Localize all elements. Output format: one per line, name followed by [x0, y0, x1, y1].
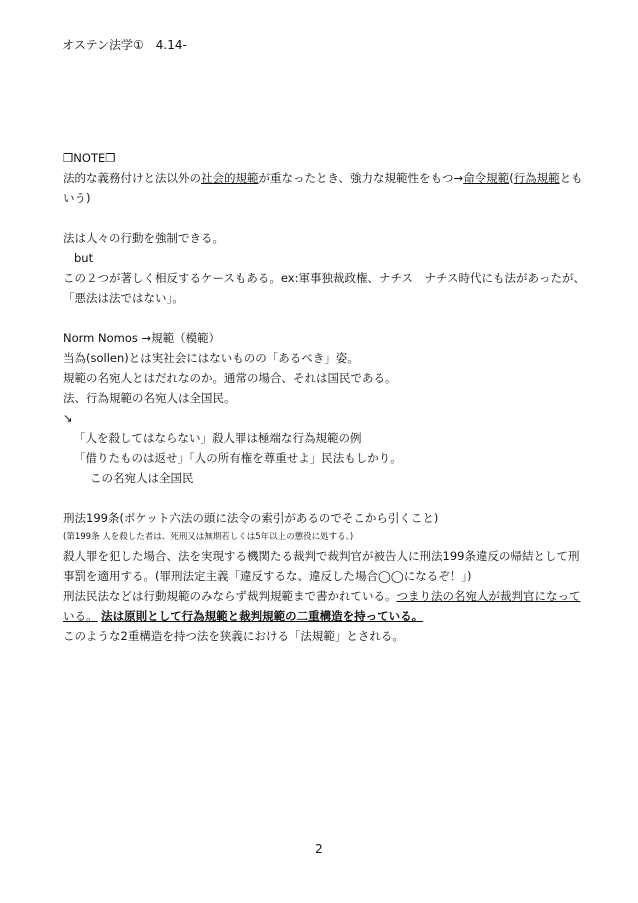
blank-line	[63, 308, 608, 328]
blank-line	[63, 488, 608, 508]
text-line: 「人を殺してはならない」殺人罪は極端な行為規範の例	[74, 431, 362, 445]
text-line: Norm Nomos →規範（模範）	[63, 331, 221, 345]
key-point: 法は原則として行為規範と裁判規範の二重構造を持っている。	[101, 609, 424, 623]
underlined-text: いる。	[63, 609, 98, 623]
text-line: 「借りたものは返せ」「人の所有権を尊重せよ」民法もしかり。	[74, 451, 402, 465]
text-line: この２つが著しく相反するケースもある。ex:軍事独裁政権、ナチス ナチス時代にも法があったが、	[63, 271, 585, 285]
text-line	[63, 606, 608, 626]
note-title: ❐NOTE❐	[63, 151, 116, 165]
text-segment: 法的な義務付けと法以外の	[63, 171, 201, 185]
paragraph-norms-line2: いう)	[63, 191, 91, 205]
statute-quote: (第199条 人を殺した者は、死刑又は無期若しくは5年以上の懲役に処する。)	[63, 532, 354, 542]
document-header: オステン法学① 4.14-	[62, 38, 187, 52]
note-body	[63, 148, 608, 646]
paragraph-norms-line1	[63, 168, 608, 188]
text-segment: 刑法民法などは行動規範のみならず裁判規範まで書かれている。	[63, 589, 397, 603]
underlined-text: つまり法の名宛人が裁判官になって	[396, 589, 581, 603]
text-line: 事罰を適用する。(罪刑法定主義「違反するな、違反した場合◯◯になるぞ！」)	[63, 569, 472, 583]
text-line	[63, 586, 608, 606]
text-line: このような2重構造を持つ法を狭義における「法規範」とされる。	[63, 629, 404, 643]
arrow-line: ↘	[63, 411, 73, 425]
text-line: 規範の名宛人とはだれなのか。通常の場合、それは国民である。	[63, 371, 397, 385]
text-line: 「悪法は法ではない」。	[63, 291, 184, 305]
text-line: but	[74, 251, 94, 265]
text-segment: (	[509, 171, 514, 185]
term-social-norm: 社会的規範	[201, 171, 259, 185]
text-line: 当為(sollen)とは実社会にはないものの「あるべき」姿。	[63, 351, 359, 365]
text-line: 法、行為規範の名宛人は全国民。	[63, 391, 236, 405]
text-line: 殺人罪を犯した場合、法を実現する機関たる裁判で裁判官が被告人に刑法199条違反の帰結として刑	[63, 549, 580, 563]
text-segment: が重なったとき、強力な規範性をもつ→	[258, 171, 464, 185]
blank-line	[63, 208, 608, 228]
text-line: この名宛人は全国民	[90, 471, 194, 485]
term-command-norm: 命令規範	[463, 171, 510, 185]
text-line: 刑法199条(ポケット六法の頭に法令の索引があるのでそこから引くこと)	[63, 511, 439, 525]
term-conduct-norm: 行為規範	[513, 171, 560, 185]
text-segment: とも	[559, 171, 583, 185]
text-line: 法は人々の行動を強制できる。	[63, 231, 224, 245]
page-number: 2	[315, 842, 323, 856]
